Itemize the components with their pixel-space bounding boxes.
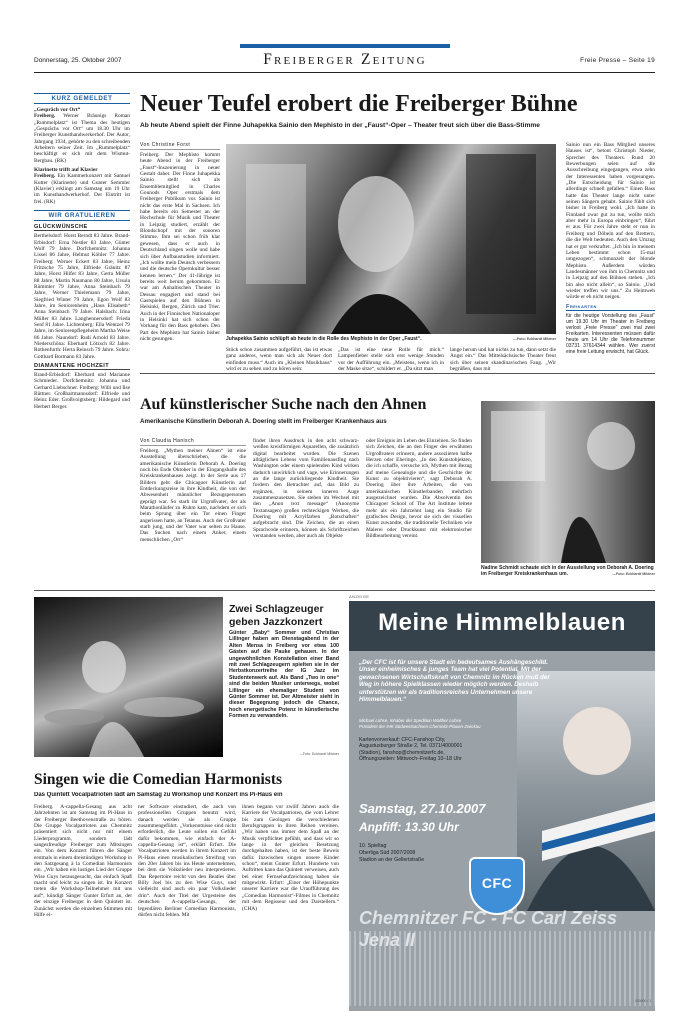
ad-box bbox=[349, 601, 655, 1011]
jazz-credit: —Foto: Eckhardt Mildner bbox=[299, 752, 339, 756]
comedian-col1: Freiberg. A-cappella-Gesang aus acht Jahrzehnten ist am Samstag im Pi-Haus in der Freiberger Beethovenstraße zu hören. Die Gruppe Vocalpatrioten aus Chemnitz präsentiert sich nicht nur mit einem Liederprogramm, sondern lädt sangesfreudige Freiberger zum Mitsingen ein. Von dem Konzert führen die Sänger erstmals in einem dreistündigen Workshop in den Satzgesang à la Comedian Harmonists ein. „Wir haben ein lustiges Lied der Gruppe Wise Guys herausgesucht, das einfach Spaß macht und leicht zu singen ist. Im Konzert treten die Workshop-Teilnehmer mit uns auf“, kündigt Sänger Gunter Erfurt an, der der einzige Freiberger in dem Quintett ist. Zunächst werden die einzelnen Stimmen mit Hilfe ei- bbox=[34, 804, 132, 918]
mephisto-credit: —Foto: Eckhardt Mildner bbox=[513, 337, 556, 341]
main-below2: „Das ist eine neue Rolle für mich.“ Lampenfieber stelle sich erst wenige Stunden vor der Aufführung ein. „Meistens, wenn ich in der Maske sitze“, schildert er. „Da sitzt man bbox=[338, 347, 444, 371]
ad-code: 000000 / 1 bbox=[634, 999, 651, 1003]
kurz-item1-place: Freiberg. bbox=[34, 113, 56, 120]
dia-text: Brand-Erbisdorf: Eberhard und Marianne Schmieder. Dorfchemnitz: Johanna und Gerhard Liebschner. Freiberg: Willi und Ilse Büttner. Großhartmannsdorf: Elfriede und Heinz Eder. Großvoigtsberg: Hildegard und Herbert Berger. bbox=[34, 372, 130, 410]
ad-ticket-info: Kartenvorverkauf: CFC-Fanshop City, Augustusburger Straße 2, Tel. 0371/4000001 (Stadion), fanshop@chemnitzerfc.de, Öffnungszeiten: Mittwoch–Freitag 10–18 Uhr bbox=[359, 737, 463, 762]
ad-quote-author: Michael Lohse, Inhaber der Spedition Walther Lohse bbox=[359, 718, 462, 723]
kurz-block bbox=[34, 107, 130, 205]
header-rule bbox=[34, 72, 655, 73]
mephisto-illustration bbox=[226, 144, 556, 334]
ad-anpfiff: Anpfiff: 13.30 Uhr bbox=[359, 820, 459, 834]
mephisto-caption bbox=[226, 336, 556, 342]
jazz-illustration bbox=[34, 597, 223, 757]
ad-match: Chemnitzer FC - FC Carl Zeiss Jena II bbox=[359, 908, 618, 950]
comedian-col3: ihnen begann vor zwölf Jahren auch die Karriere der Vocalpatrioten, die vom Lehrer bis zum Geologen die verschiedenen Berufsgruppen in ihren Reihen vereinen. „Wir haben uns immer dem Spaß an der Musik verpflichtet gefühlt, und dass wir so lange in der gleichen Besetzung durchgehalten haben, ist der beste Beweis dafür. Inzwischen singen unsere Kinder schon“, meint Gunter Erfurt. Hunderte von Auftritten kann das Quintett verweisen, auch bei einer Fernsehaufzeichnung haben sie mitgewirkt. Erfurt: „Einer der Höhepunkte unserer Karriere war die Uraufführung des „Comedian Harmonist“-Filmes in Chemnitz mit dem Regisseur und den Darstellern.“ (CHA) bbox=[242, 804, 339, 912]
kurz-item2-title: Klarinette trifft auf Klavier bbox=[34, 167, 98, 174]
kurz-item1-text: Werner Bräunigs Roman „Rummelplatz“ ist Thema des heutigen „Gesprächs vor Ort“ um 18.30 Uhr im Freiberger Kunsthandwerkerhof. Der Autor, Jahrgang 1934, gehörte zu den schreibenden Arbeitern seiner Zeit. Im „Rummelplatz“ beschäftigt er sich mit dem Wismut-Bergbau. (RK) bbox=[34, 113, 130, 164]
comedian-subhead: Das Quintett Vocalpatrioten lädt am Samstag zu Workshop und Konzert ins Pi-Haus ein bbox=[34, 792, 283, 798]
header-page: Freie Presse – Seite 19 bbox=[580, 57, 655, 64]
header-date: Donnerstag, 25. Oktober 2007 bbox=[34, 57, 122, 64]
ahnen-headline: Auf künstlerischer Suche nach den Ahnen bbox=[140, 396, 427, 413]
main-right-text: Sainio nun ein Bass Mitglied unseres Hauses ist“, betont Christoph Nieder, Sprecher des Theaters. Rund 20 Bewerbungen seien auf die Ausschreibung eingegangen, etwa zehn der Interessenten haben vorgesungen. „Die Entscheidung für Sainio ist allerdings schnell gefallen.“ Einen Bass hatte das Theater lange nicht unter seinen Sängern gehabt. Sainio fühlt sich bisher in Freiberg wohl. „Ich hatte in Finnland zwar gut zu tun, wollte mich aber mehr in Europa einbringen“, führt er aus. Für zwei Jahre steht er nun in Freiberg und Döbeln auf den Brettern, die die Welt bedeuten. Auch den Umzug hat er gut verkraftet. „Ich bin in meinem Leben bestimmt schon 15-mal umgezogen“, schmunzelt der blonde Mephisto. Außerdem würden Landesmänner von ihm in Chemnitz und in Leipzig auf den Bühnen stehen. „Ich bin also nicht allein“, so Sainio. „Und wieder treffen wir uns.“ Zu Heimweh würde er eh nicht neigen. bbox=[566, 142, 655, 301]
comedian-col2: ner Software einstudiert, die auch von professionellen Gruppen benutzt wird, danach werden sie als Gruppe zusammengeführt. „Vorkenntnisse sind nicht erforderlich, die Leute sollen ein Gefühl dafür bekommen, wie einfach der A-cappella-Gesang ist“, erklärt Erfurt. Die Vocalpatrioten werden in ihrem Konzert im Pi-Haus einen musikalischen Streifzug von den 20er Jahren bis ins Heute unternehmen, bei dem sie Volkslieder neu interpretieren. Das Repertoire reicht von den Beatles über Billy Joel bis zu den Wise Guys, und vielleicht sind auch ein paar Volkslieder drin“. Auch der Titel der Urgesteine des deutschen A-cappella-Gesangs, der legendären Berliner Comedian Harmonists, dürfen nicht fehlen. Mit bbox=[138, 804, 236, 918]
glueck-text: Berthelsdorf: Horst Berndt 83 Jahre. Brand-Erbisdorf: Erna Nestler 83 Jahre, Günter Wolf 79 Jahre. Dorfchemnitz: Johanna Lissel 86 Jahre, Helmut Köhler 77 Jahre. Freiberg: Werner Eckert 83 Jahre, Heinz Fritzsche 75 Jahre, Elfriede Gränitz 87 Jahre, Horst Hilfer 83 Jahre, Gerta Müller 88 Jahre, Martin Naumann 80 Jahre, Ursula Rümmler 79 Jahre, Anna Steinbach 79 Jahre, Werner Thielemann 79 Jahre, Siegfried Winter 79 Jahre, Egon Wolf 83 Jahre, im Seniorenheim „Haus Elisabeth“ Anna Steinbach 79 Jahre. Halsbach: Irina Müller 83 Jahre. Langhennersdorf: Frieda Senf 81 Jahre. Lichtenberg: Ella Wentzel 79 Jahre, im Seniorenpflegeheim Martha Weise 86 Jahre. Naundorf: Rudi Arnold 83 Jahre. Niederschöna: Eberhard Lötzsch 82 Jahre. Rothenfurth: Herta Reinsch 79 Jahre. Sohra: Gotthard Bormann 83 Jahre. bbox=[34, 233, 130, 360]
kurz-item2-text: Ein Kammerkonzert mit Samuel Kutter (Klarinette) und Gunter Semmler (Klavier) erklingt am Samstag um 19 Uhr im Kunsthandwerkerhof. Der Eintritt ist frei. (RK) bbox=[34, 173, 130, 205]
ahnen-photo bbox=[481, 401, 655, 563]
rule-2 bbox=[34, 590, 655, 591]
mephisto-caption-text: Juhapekka Sainio schlüpft ab heute in die Rolle des Mephisto in der Oper „Faust“. bbox=[226, 336, 422, 342]
comedian-headline: Singen wie die Comedian Harmonists bbox=[34, 771, 283, 788]
ahnen-subhead: Amerikanische Künstlerin Deborah A. Doering stellt im Freiberger Krankenhaus aus bbox=[140, 418, 387, 425]
jazz-headline: Zwei Schlagzeuger geben Jazzkonzert bbox=[229, 603, 324, 628]
glueck-heading: GLÜCKWÜNSCHE bbox=[34, 224, 130, 231]
ad-spieltag: 10. Spieltag bbox=[359, 843, 387, 849]
ahnen-col1 bbox=[140, 438, 246, 556]
main-headline: Neuer Teufel erobert die Freiberger Bühne bbox=[140, 91, 578, 117]
ad-quote-author2: Präsident der IHK Südwestsachsen Chemnitz-Plauen-Zwickau bbox=[359, 724, 481, 729]
kurz-item1-title: „Gespräch vor Ort“ bbox=[34, 107, 81, 113]
kurz-item2-place: Freiberg. bbox=[34, 173, 56, 180]
ad-liga: Oberliga Süd 2007/2008 bbox=[359, 850, 416, 856]
masthead-accent-bar bbox=[240, 44, 450, 48]
ad-title: Meine Himmelblauen bbox=[378, 609, 626, 636]
mephisto-photo bbox=[226, 144, 556, 334]
main-right-col bbox=[566, 142, 655, 370]
header-title: Freiberger Zeitung bbox=[263, 51, 427, 68]
main-col1-text: Freiberg. Der Mephisto kommt heute Abend in der Freiberger „Faust“-Inszenierung in neuer Gestalt daher. Der Finne Juhapekka Sainio stellt sich als Ensemblemitglied in Charles Gounods Oper erstmals dem Freiberger Publikum vor. Sainio ist nicht das erste Mal in Sachsen. Ich habe bereits ein Semester an der Hochschule für Musik und Theater in Leipzig studiert, erzählt der Blondschopf mit der sonoren Stimme. Ihm sei schon früh klar gewesen, dass er auch in Deutschland singen wolle und habe sich über Aufbaustudien informiert. „Ich wollte mein Deutsch verbessern und die deutsche Opernkultur besser kennen lernen.“ Der 41-Jährige ist bereits weit herum gekommen. Er war am Anhaltischen Theater in Dessau engagiert und stand bei Gastspielen auf den Bühnen in Helsinki, Bergen, Zürich und Trier. Auch in der Finnischen Nationaloper in Helsinki hat sich schon der Vorhang für den Bass gehoben. Den Part des Mephisto hat Sainio bisher nicht gesungen. bbox=[140, 152, 220, 342]
main-below1: Stück schon zusammen aufgeführt, das ist etwas ganz anderes, wenn man sich als Neuer dort einfinden muss.“ Auch im „Kleinen Musikhaus“ wird er zu sehen und zu hören sein: bbox=[226, 347, 332, 371]
main-byline: Von Christine Forst bbox=[140, 142, 220, 150]
jazz-photo bbox=[34, 597, 223, 757]
ahnen-caption-text: Nadine Schmidt schaute sich in der Ausstellung von Deborah A. Doering im Freiberger Kreiskrankenhaus um. bbox=[481, 565, 654, 577]
ad-label: ANZEIGE bbox=[349, 594, 370, 599]
ad-quote: „Der CFC ist für unsere Stadt ein bedeutsames Aushängeschild. Unser einheimisches & junges Team hat viel Potential. Mit der gewachsenen Wirtschaftskraft von Chemnitz im Rücken muß der Weg in höhere Spielklassen wieder möglich werden. Deshalb unterstützen wir als traditionsreiches Unternehmen unsere Himmelblauen.“ bbox=[359, 659, 550, 704]
main-below3: lange herum und hat nichts zu tun, dann setzt die Angst ein.“ Das Mittelsächsische Theater freut sich über seinen skandinavischen Fang. „Wir begrüßen, dass mit bbox=[450, 347, 556, 371]
main-body-col1 bbox=[140, 142, 220, 367]
kurz-heading: KURZ GEMELDET bbox=[34, 93, 130, 104]
wir-heading: WIR GRATULIEREN bbox=[34, 210, 130, 221]
ad-fan-photo bbox=[517, 671, 655, 911]
ahnen-credit: —Foto: Eckhardt Mildner bbox=[612, 572, 655, 576]
ahnen-col2-text: findet ihren Ausdruck in den acht schwarz-weißen kreisförmigen Aquarellen, die zusätzlich digital bearbeitet wurden. Die Szenen alltäglichen Lebens vom Familienausflug nach Washington oder einem spielenden Kind wirken dadurch unwirklich und vage, wie Erinnerungen an die lange zurückliegende Kindheit. Sie fordern den Betrachter auf, das Bild zu ergänzen, in seinem inneren Auge zusammenzusetzen. Sie stehen im Wechsel mit den „Anon text message“ (Anonyme Textansagen) großen rechteckigen Werken, die Doering mit Acrylfarben „Botschaften“ aufgebracht sind. Die Zeichen, die an einen Sprachcode erinnern, können als Schriftzeichen verstanden werden, aber auch als Objekte bbox=[253, 438, 359, 540]
ahnen-byline: Von Claudia Hanisch bbox=[140, 438, 246, 446]
fan-illustration bbox=[517, 671, 655, 911]
ahnen-col1-text: Freiberg. „Mythen meiner Ahnen“ ist eine Ausstellung überschrieben, die die amerikanische Künstlerin Deborah A. Doering noch bis Ende Oktober in der Eingangshalle des Kreiskrankenhauses zeigt. In der Serie aus 17 Bildern geht die Chicagoer Künstlerin auf Entdeckungsreise in ihre Kindheit, die von der Abwesenheit männlicher Bezugspersonen geprägt war. So starb ihr Urgroßvater, der als Marathonläufer zu Ruhm kam, nachdem er sich beim Sprung über ein Tor einen Finger angerissen hatte, an Tetanus. Auch der Großvater starb jung, und der Vater war selten zu Hause. Das Suchen nach einem Anker, einem menschlichen „Ort“ bbox=[140, 448, 246, 543]
ahnen-illustration bbox=[481, 401, 655, 563]
freikarten-heading: Freikarten bbox=[566, 304, 655, 311]
cfc-crest-text: CFC bbox=[481, 875, 513, 891]
ad-date: Samstag, 27.10.2007 bbox=[359, 801, 486, 816]
ahnen-col3-text: oder Ereignis im Leben des Einzelnen. So finden sich Zeichen, die an den Finger des erwähnten Urgroßvaters erinnern, andere assoziieren halbe Herzen oder Eheringe. „In den Kunstobjekten, die ich schaffe, versuche ich, Mythen mit Bezug auf meine Genealogie und die Geschichte der Kunst zu objektivieren“, sagt Deborah A. Doering über ihre Arbeiten, die von amerikanischen Künstlerbanden mehrfach ausgezeichnet wurden. Die Absolventin des Chicagoer School of The Art Institute leitete mehr als ein Jahrzehnt lang ein Studio für grafisches Design, bevor sie sich der visuellen Kunst zuwandte, die traditionelle Techniken wie Malerei oder Druckkunst mit elektronischer Bildbearbeitung vereint. bbox=[366, 438, 472, 540]
ad-stadion: Stadion an der Gellertstraße bbox=[359, 857, 425, 863]
dia-heading: DIAMANTENE HOCHZEIT bbox=[34, 363, 130, 370]
jazz-text: Günter „Baby“ Sommer und Christian Lillinger haben am Dienstagabend in der Alten Mensa in Freiberg vor etwa 100 Gästen auf die Pauke gehauen. In der ungewöhnlichen Konstellation einer Band mit zwei Schlagzeugern spielten sie in der Herbstkonzertreihe der IG Jazz im Studentenwerk auf. Als Band „Two in one“ sind die beiden Musiker unterwegs, wobei Lillinger ein ehemaliger Student von Günter Sommer ist. Der Altmeister sieht in dieser Begegnung jedoch die Chance, hoch energetische Potenz in künstlerische Formen zu verwandeln. bbox=[229, 630, 339, 720]
rule-1 bbox=[140, 373, 655, 374]
freikarten-text: für die heutige Vorstellung des „Faust“ um 19.30 Uhr im Theater in Freiberg verlost „Freie Presse“ zwei mal zwei Freikarten. Interessenten müssen dafür heute um 14 Uhr die Telefonnummer 03731 37614344 wählen. Wer zuerst eine freie Leitung erwischt, hat Glück. bbox=[566, 312, 655, 355]
ahnen-caption bbox=[481, 565, 655, 577]
main-subhead: Ab heute Abend spielt der Finne Juhapekka Sainio den Mephisto in der „Faust“-Oper – Theater freut sich über die Bass-Stimme bbox=[140, 122, 540, 129]
